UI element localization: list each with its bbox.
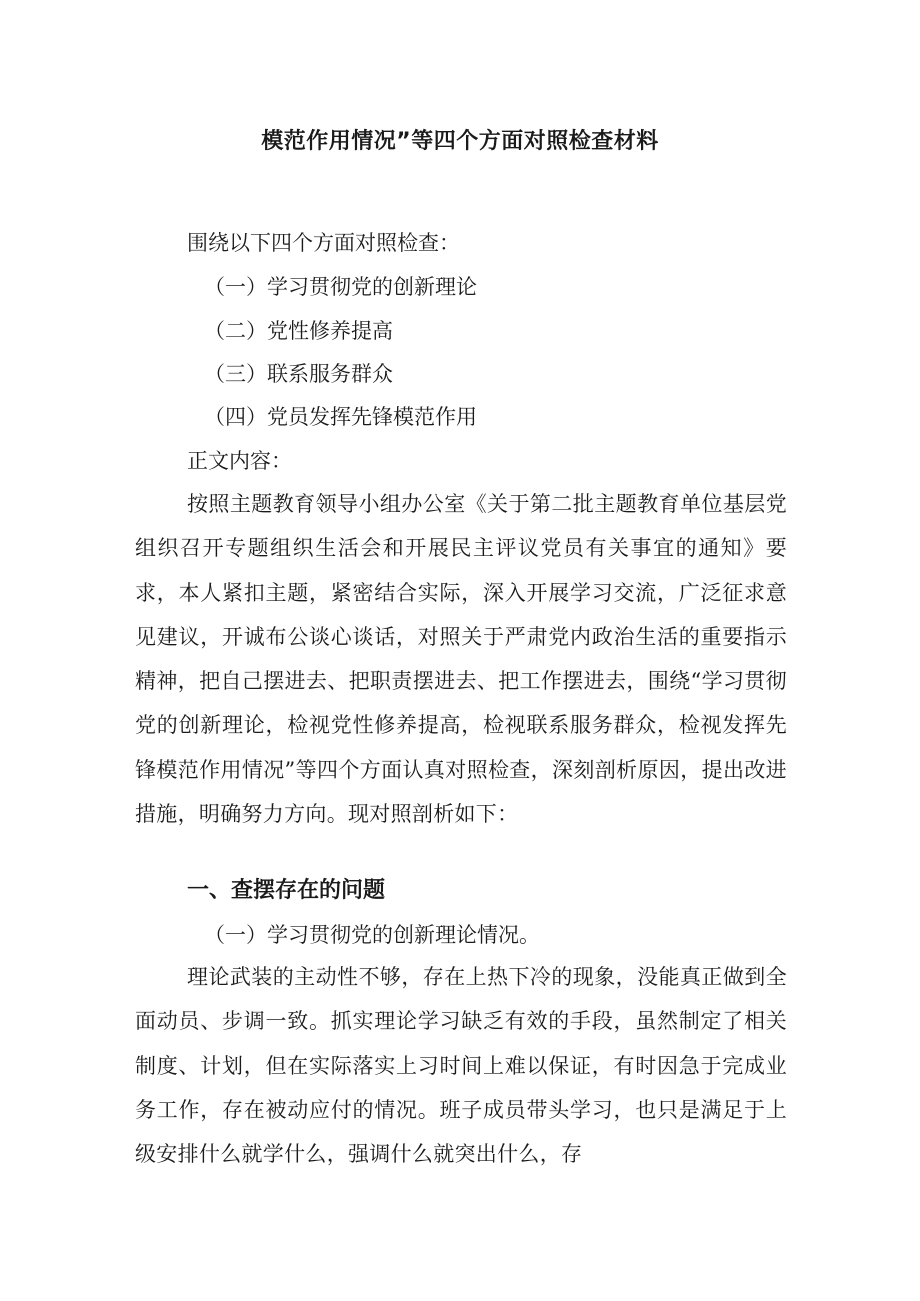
section-heading: 一、查摆存在的问题 [187, 878, 386, 903]
paragraph-intro: 按照主题教育领导小组办公室《关于第二批主题教育单位基层党组织召开专题组织生活会和开展民主评议党员有关事宜的通知》要求，本人紧扣主题，紧密结合实际，深入开展学习交流，广泛征求意见建议，开诚布公谈心谈话，对照关于严肃党内政治生活的重要指示精神，把自己摆进去、把职责摆进去、把工作摆进去，围绕“学习贯彻党的创新理论，检视党性修养提高，检视联系服务群众，检视发挥先锋模范作用情况”等四个方面认真对照检查，深刻剖析原因，提出改进措施，明确努力方向。现对照剖析如下： [135, 492, 787, 827]
document-title: 模范作用情况”等四个方面对照检查材料 [261, 129, 659, 154]
aspect-item-4: （四）党员发挥先锋模范作用 [204, 405, 477, 429]
aspect-item-1: （一）学习贯彻党的创新理论 [204, 275, 477, 299]
subsection-heading: （一）学习贯彻党的创新理论情况。 [204, 923, 540, 947]
aspect-item-2: （二）党性修养提高 [204, 319, 393, 343]
intro-line: 围绕以下四个方面对照检查： [187, 231, 460, 255]
aspect-item-3: （三）联系服务群众 [204, 362, 393, 386]
paragraph-problems: 理论武装的主动性不够，存在上热下冷的现象，没能真正做到全面动员、步调一致。抓实理论学习缺乏有效的手段，虽然制定了相关制度、计划，但在实际落实上习时间上难以保证，有时因急于完成业务工作，存在被动应付的情况。班子成员带头学习，也只是满足于上级安排什么就学什么，强调什么就突出什么，存 [135, 965, 787, 1167]
body-label: 正文内容： [187, 449, 292, 473]
